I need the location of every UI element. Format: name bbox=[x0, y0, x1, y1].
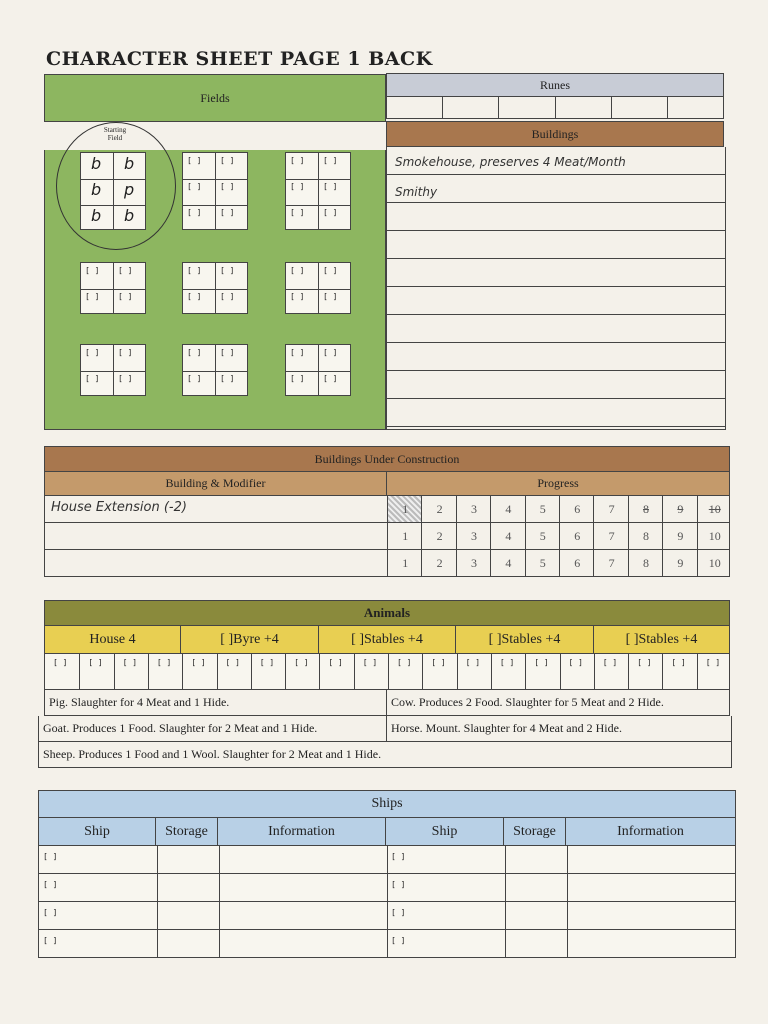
field-checkbox[interactable]: [ ] bbox=[187, 348, 202, 357]
ship-cell-divider bbox=[387, 846, 388, 873]
ship-cell-divider bbox=[387, 902, 388, 929]
field-checkbox[interactable]: [ ] bbox=[323, 266, 338, 275]
building-entry[interactable]: Smithy bbox=[395, 185, 438, 199]
plot-divider bbox=[286, 179, 350, 180]
animals-header: Animals bbox=[44, 600, 730, 626]
animal-slot[interactable]: [ ] bbox=[319, 654, 353, 690]
animal-house-1[interactable]: [ ]Byre +4 bbox=[181, 626, 319, 654]
field-checkbox[interactable]: b bbox=[91, 180, 102, 199]
rune-slot[interactable] bbox=[556, 97, 612, 118]
progress-box-10[interactable]: 10 bbox=[697, 496, 732, 522]
progress-box-7[interactable]: 7 bbox=[593, 496, 628, 522]
field-checkbox[interactable]: [ ] bbox=[85, 292, 100, 301]
ships-column-storage: Storage bbox=[504, 818, 566, 846]
field-plot[interactable] bbox=[80, 262, 146, 314]
field-plot[interactable] bbox=[182, 344, 248, 396]
field-plot[interactable] bbox=[182, 262, 248, 314]
animal-slot[interactable]: [ ] bbox=[457, 654, 491, 690]
field-checkbox[interactable]: [ ] bbox=[323, 156, 338, 165]
ship-cell-divider bbox=[219, 874, 220, 901]
ship-cell-divider bbox=[157, 930, 158, 957]
progress-box-2[interactable]: 2 bbox=[421, 523, 456, 549]
animal-slot[interactable]: [ ] bbox=[594, 654, 628, 690]
ship-checkbox[interactable]: [ ] bbox=[391, 908, 406, 917]
rune-slot[interactable] bbox=[443, 97, 499, 118]
progress-box-8[interactable]: 8 bbox=[628, 550, 663, 576]
building-line bbox=[387, 202, 725, 203]
field-checkbox[interactable]: [ ] bbox=[187, 182, 202, 191]
progress-box-4[interactable]: 4 bbox=[490, 496, 525, 522]
field-checkbox[interactable]: [ ] bbox=[187, 292, 202, 301]
plot-divider bbox=[113, 345, 114, 395]
animal-slot[interactable]: [ ] bbox=[388, 654, 422, 690]
ships-column-info: Information bbox=[218, 818, 386, 846]
field-checkbox[interactable]: [ ] bbox=[220, 208, 235, 217]
construction-header: Buildings Under Construction bbox=[44, 446, 730, 472]
ship-checkbox[interactable]: [ ] bbox=[391, 936, 406, 945]
field-checkbox[interactable]: [ ] bbox=[85, 348, 100, 357]
plot-divider bbox=[183, 371, 247, 372]
field-plot[interactable] bbox=[285, 344, 351, 396]
field-checkbox[interactable]: [ ] bbox=[118, 374, 133, 383]
building-line bbox=[387, 230, 725, 231]
sheep-description: Sheep. Produces 1 Food and 1 Wool. Slaughter for 2 Meat and 1 Hide. bbox=[38, 742, 732, 768]
ship-cell-divider bbox=[157, 902, 158, 929]
ship-cell-divider bbox=[567, 846, 568, 873]
plot-divider bbox=[286, 289, 350, 290]
ship-checkbox[interactable]: [ ] bbox=[43, 852, 58, 861]
progress-box-5[interactable]: 5 bbox=[525, 496, 560, 522]
animal-house-4[interactable]: [ ]Stables +4 bbox=[594, 626, 730, 654]
progress-box-1[interactable]: 1 bbox=[387, 550, 422, 576]
ship-cell-divider bbox=[505, 874, 506, 901]
progress-box-8[interactable]: 8 bbox=[628, 523, 663, 549]
pig-description: Pig. Slaughter for 4 Meat and 1 Hide. bbox=[44, 690, 387, 716]
animal-slot[interactable]: [ ] bbox=[628, 654, 662, 690]
construction-row[interactable] bbox=[44, 550, 730, 577]
field-checkbox[interactable]: b bbox=[124, 206, 135, 225]
ship-checkbox[interactable]: [ ] bbox=[43, 880, 58, 889]
plot-divider bbox=[286, 205, 350, 206]
field-checkbox[interactable]: b bbox=[91, 154, 102, 173]
horse-description: Horse. Mount. Slaughter for 4 Meat and 2 Hide. bbox=[387, 716, 732, 742]
field-checkbox[interactable]: b bbox=[91, 206, 102, 225]
buildings-list[interactable] bbox=[386, 147, 726, 430]
ships-column-ship: Ship bbox=[386, 818, 504, 846]
ship-cell-divider bbox=[219, 846, 220, 873]
field-checkbox[interactable]: [ ] bbox=[187, 374, 202, 383]
field-plot[interactable] bbox=[182, 152, 248, 230]
animal-slot[interactable]: [ ] bbox=[217, 654, 251, 690]
animal-slot[interactable]: [ ] bbox=[251, 654, 285, 690]
ship-cell-divider bbox=[505, 902, 506, 929]
progress-box-4[interactable]: 4 bbox=[490, 550, 525, 576]
field-plot[interactable] bbox=[285, 152, 351, 230]
plot-divider bbox=[286, 371, 350, 372]
ship-row[interactable] bbox=[38, 930, 736, 958]
plot-divider bbox=[318, 263, 319, 313]
progress-box-9[interactable]: 9 bbox=[662, 523, 697, 549]
ship-checkbox[interactable]: [ ] bbox=[43, 936, 58, 945]
progress-box-7[interactable]: 7 bbox=[593, 550, 628, 576]
field-checkbox[interactable]: [ ] bbox=[323, 374, 338, 383]
progress-box-4[interactable]: 4 bbox=[490, 523, 525, 549]
ship-cell-divider bbox=[567, 874, 568, 901]
building-line bbox=[387, 370, 725, 371]
progress-box-3[interactable]: 3 bbox=[456, 496, 491, 522]
ship-cell-divider bbox=[567, 902, 568, 929]
animal-slot[interactable]: [ ] bbox=[491, 654, 525, 690]
ships-column-ship: Ship bbox=[38, 818, 156, 846]
animal-slot[interactable]: [ ] bbox=[525, 654, 559, 690]
plot-divider bbox=[183, 179, 247, 180]
progress-box-9[interactable]: 9 bbox=[662, 496, 697, 522]
progress-box-5[interactable]: 5 bbox=[525, 523, 560, 549]
ships-column-info: Information bbox=[566, 818, 736, 846]
field-checkbox[interactable]: [ ] bbox=[118, 266, 133, 275]
field-checkbox[interactable]: [ ] bbox=[187, 266, 202, 275]
ship-row[interactable] bbox=[38, 846, 736, 874]
construction-entry[interactable]: House Extension (-2) bbox=[51, 500, 187, 515]
field-checkbox[interactable]: b bbox=[124, 154, 135, 173]
animal-slot[interactable]: [ ] bbox=[662, 654, 696, 690]
animal-slot[interactable]: [ ] bbox=[285, 654, 319, 690]
animal-house-3[interactable]: [ ]Stables +4 bbox=[456, 626, 594, 654]
ship-row[interactable] bbox=[38, 874, 736, 902]
plot-divider bbox=[81, 371, 145, 372]
progress-box-6[interactable]: 6 bbox=[559, 523, 594, 549]
field-checkbox[interactable]: [ ] bbox=[290, 292, 305, 301]
animal-slot[interactable]: [ ] bbox=[422, 654, 456, 690]
field-checkbox[interactable]: [ ] bbox=[118, 348, 133, 357]
animal-slot[interactable]: [ ] bbox=[182, 654, 216, 690]
field-plot[interactable] bbox=[285, 262, 351, 314]
construction-row[interactable] bbox=[44, 496, 730, 523]
plot-divider bbox=[215, 153, 216, 229]
ship-checkbox[interactable]: [ ] bbox=[391, 880, 406, 889]
animal-slot[interactable]: [ ] bbox=[148, 654, 182, 690]
starting-field-label: Starting Field bbox=[103, 126, 127, 142]
buildings-header: Buildings bbox=[386, 121, 724, 147]
progress-box-5[interactable]: 5 bbox=[525, 550, 560, 576]
animal-slots[interactable] bbox=[44, 654, 730, 690]
field-checkbox[interactable]: [ ] bbox=[290, 348, 305, 357]
runes-header: Runes bbox=[386, 73, 724, 97]
progress-header: Progress bbox=[386, 472, 730, 496]
rune-slot[interactable] bbox=[387, 97, 443, 118]
field-plot[interactable] bbox=[80, 152, 146, 230]
animal-house-0[interactable]: House 4 bbox=[44, 626, 181, 654]
ships-header: Ships bbox=[38, 790, 736, 818]
ships-column-storage: Storage bbox=[156, 818, 218, 846]
plot-divider bbox=[183, 289, 247, 290]
ship-cell-divider bbox=[387, 874, 388, 901]
field-checkbox[interactable]: [ ] bbox=[290, 156, 305, 165]
progress-box-1[interactable]: 1 bbox=[387, 496, 422, 522]
animal-slot[interactable]: [ ] bbox=[560, 654, 594, 690]
building-line bbox=[387, 174, 725, 175]
field-checkbox[interactable]: [ ] bbox=[85, 374, 100, 383]
progress-box-2[interactable]: 2 bbox=[421, 496, 456, 522]
plot-divider bbox=[81, 289, 145, 290]
ship-cell-divider bbox=[219, 930, 220, 957]
rune-slot[interactable] bbox=[499, 97, 555, 118]
field-checkbox[interactable]: [ ] bbox=[323, 292, 338, 301]
field-checkbox[interactable]: [ ] bbox=[220, 266, 235, 275]
animal-slot[interactable]: [ ] bbox=[697, 654, 731, 690]
ship-row[interactable] bbox=[38, 902, 736, 930]
progress-box-6[interactable]: 6 bbox=[559, 496, 594, 522]
fields-header: Fields bbox=[44, 74, 386, 122]
ship-cell-divider bbox=[505, 846, 506, 873]
field-checkbox[interactable]: [ ] bbox=[290, 208, 305, 217]
plot-divider bbox=[318, 345, 319, 395]
animal-slot[interactable]: [ ] bbox=[79, 654, 113, 690]
progress-box-8[interactable]: 8 bbox=[628, 496, 663, 522]
animal-slot[interactable]: [ ] bbox=[53, 658, 68, 667]
field-checkbox[interactable]: [ ] bbox=[187, 208, 202, 217]
building-modifier-header: Building & Modifier bbox=[44, 472, 387, 496]
page-title: CHARACTER SHEET PAGE 1 BACK bbox=[46, 48, 433, 70]
field-checkbox[interactable]: p bbox=[124, 180, 135, 199]
field-checkbox[interactable]: [ ] bbox=[220, 182, 235, 191]
field-checkbox[interactable]: [ ] bbox=[220, 292, 235, 301]
plot-divider bbox=[113, 263, 114, 313]
building-line bbox=[387, 286, 725, 287]
progress-box-7[interactable]: 7 bbox=[593, 523, 628, 549]
plot-divider bbox=[183, 205, 247, 206]
field-checkbox[interactable]: [ ] bbox=[118, 292, 133, 301]
field-checkbox[interactable]: [ ] bbox=[85, 266, 100, 275]
ship-cell-divider bbox=[387, 930, 388, 957]
ship-cell-divider bbox=[157, 846, 158, 873]
field-checkbox[interactable]: [ ] bbox=[323, 208, 338, 217]
field-checkbox[interactable]: [ ] bbox=[220, 156, 235, 165]
progress-box-9[interactable]: 9 bbox=[662, 550, 697, 576]
progress-box-3[interactable]: 3 bbox=[456, 550, 491, 576]
goat-description: Goat. Produces 1 Food. Slaughter for 2 Meat and 1 Hide. bbox=[38, 716, 387, 742]
field-checkbox[interactable]: [ ] bbox=[187, 156, 202, 165]
field-checkbox[interactable]: [ ] bbox=[290, 266, 305, 275]
animal-slot[interactable]: [ ] bbox=[354, 654, 388, 690]
ship-cell-divider bbox=[567, 930, 568, 957]
ship-checkbox[interactable]: [ ] bbox=[391, 852, 406, 861]
field-checkbox[interactable]: [ ] bbox=[323, 348, 338, 357]
building-line bbox=[387, 426, 725, 427]
field-checkbox[interactable]: [ ] bbox=[290, 374, 305, 383]
progress-box-6[interactable]: 6 bbox=[559, 550, 594, 576]
ship-checkbox[interactable]: [ ] bbox=[43, 908, 58, 917]
field-checkbox[interactable]: [ ] bbox=[220, 348, 235, 357]
plot-divider bbox=[113, 153, 114, 229]
progress-box-3[interactable]: 3 bbox=[456, 523, 491, 549]
plot-divider bbox=[215, 263, 216, 313]
field-checkbox[interactable]: [ ] bbox=[323, 182, 338, 191]
building-line bbox=[387, 342, 725, 343]
progress-box-1[interactable]: 1 bbox=[387, 523, 422, 549]
cow-description: Cow. Produces 2 Food. Slaughter for 5 Meat and 2 Hide. bbox=[387, 690, 730, 716]
progress-box-2[interactable]: 2 bbox=[421, 550, 456, 576]
building-line bbox=[387, 258, 725, 259]
building-line bbox=[387, 314, 725, 315]
ship-cell-divider bbox=[219, 902, 220, 929]
progress-box-10[interactable]: 10 bbox=[697, 550, 732, 576]
animal-slot[interactable]: [ ] bbox=[114, 654, 148, 690]
field-checkbox[interactable]: [ ] bbox=[290, 182, 305, 191]
construction-row[interactable] bbox=[44, 523, 730, 550]
building-entry[interactable]: Smokehouse, preserves 4 Meat/Month bbox=[395, 155, 626, 169]
building-line bbox=[387, 398, 725, 399]
plot-divider bbox=[215, 345, 216, 395]
rune-slot[interactable] bbox=[612, 97, 668, 118]
field-plot[interactable] bbox=[80, 344, 146, 396]
field-checkbox[interactable]: [ ] bbox=[220, 374, 235, 383]
ship-cell-divider bbox=[505, 930, 506, 957]
ship-cell-divider bbox=[157, 874, 158, 901]
animal-house-2[interactable]: [ ]Stables +4 bbox=[319, 626, 456, 654]
progress-box-10[interactable]: 10 bbox=[697, 523, 732, 549]
rune-slot[interactable] bbox=[668, 97, 723, 118]
plot-divider bbox=[318, 153, 319, 229]
runes-row[interactable] bbox=[386, 97, 724, 119]
